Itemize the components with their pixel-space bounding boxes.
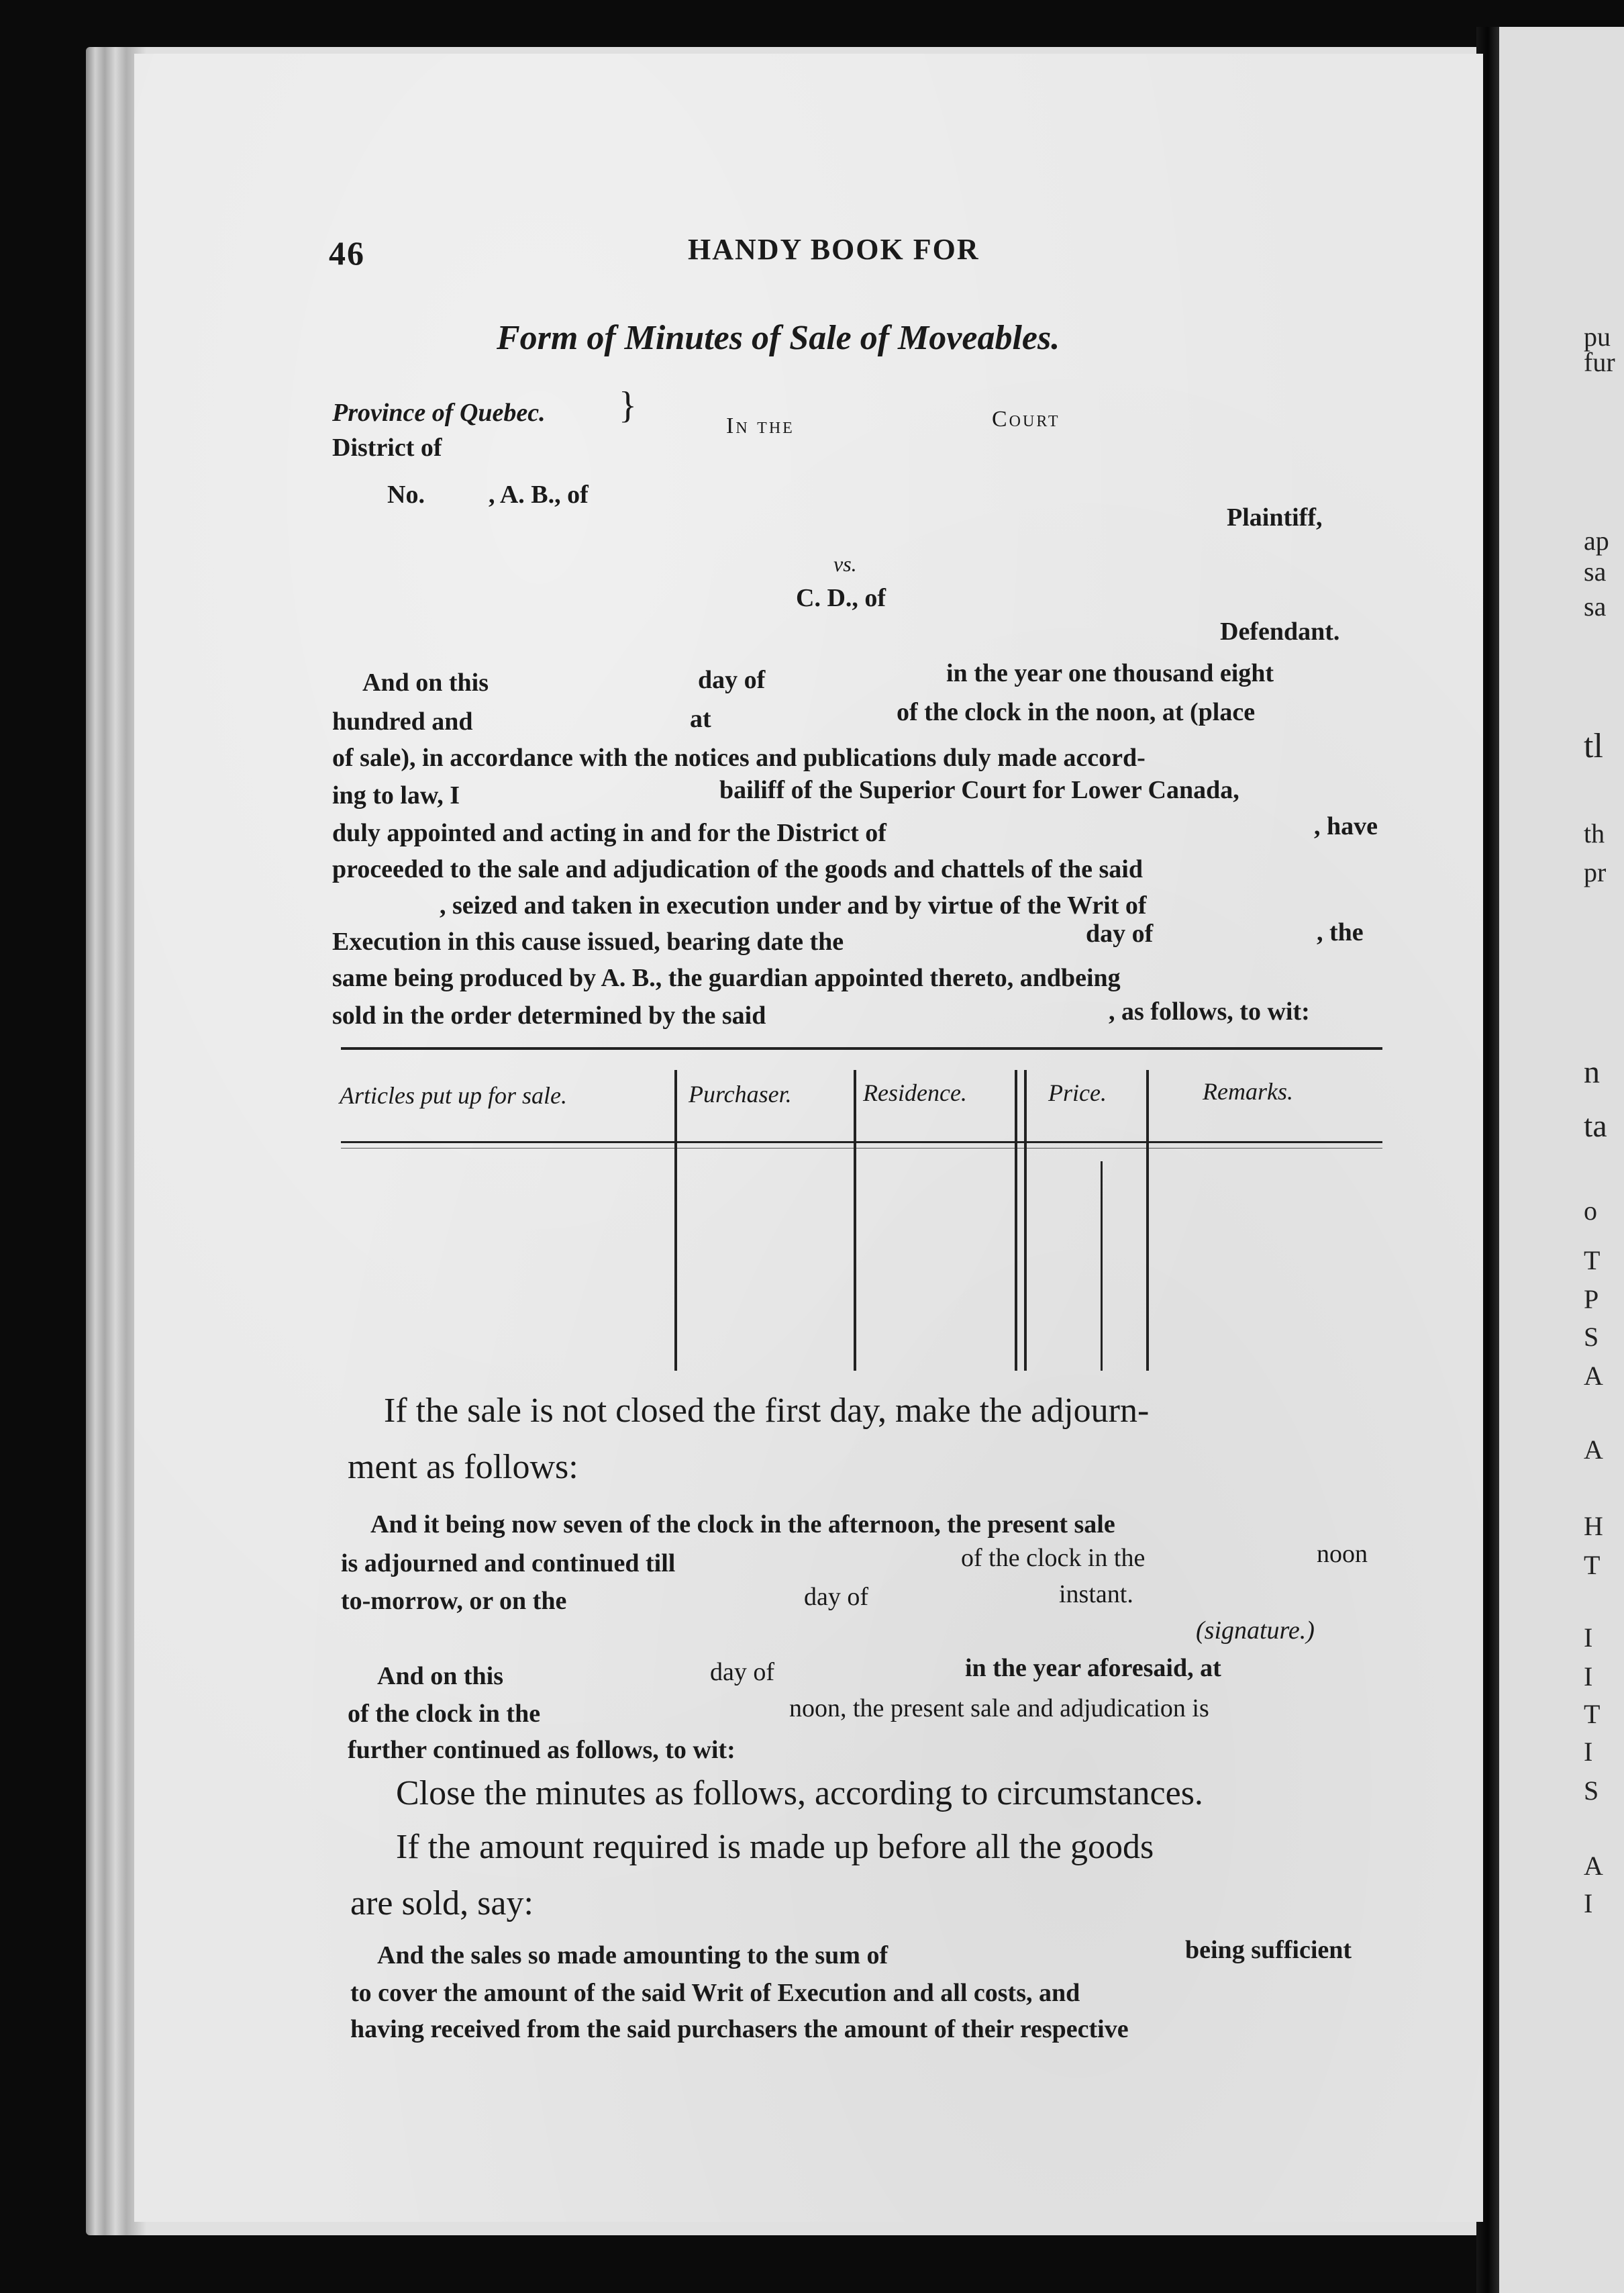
amount-heading-1: If the amount required is made up before all the goods [396,1828,1154,1866]
final-line-2: to cover the amount of the said Writ of Execution and all costs, and [350,1979,1080,2007]
body-line-7: , seized and taken in execution under and by virtue of the Writ of [440,891,1147,920]
page [134,54,1483,2222]
table-header-rule-2 [341,1148,1382,1149]
continuation-line-2b: noon, the present sale and adjudication is [789,1694,1209,1722]
col-divider-3a [1015,1070,1017,1371]
province-label: Province of Quebec. [332,399,546,427]
final-line-1b: being sufficient [1185,1936,1352,1964]
facing-frag: th [1584,818,1605,848]
court-label: Court [992,407,1060,432]
continuation-line-1c: in the year aforesaid, at [965,1654,1221,1682]
facing-frag: fur [1584,347,1615,377]
body-line-9: same being produced by A. B., the guardian appointed thereto, andbeing [332,964,1121,992]
adjournment-line-2a: is adjourned and continued till [341,1549,676,1577]
continuation-line-3: further continued as follows, to wit: [348,1736,735,1764]
price-cents-divider [1101,1161,1103,1371]
defendant-of-line: C. D., of [796,584,886,612]
facing-frag: sa [1584,556,1607,587]
body-line-10b: , as follows, to wit: [1109,997,1310,1026]
plaintiff-label: Plaintiff, [1227,503,1323,532]
adjournment-line-3b: day of [804,1583,869,1611]
facing-frag: I [1584,1737,1593,1767]
facing-frag: A [1584,1434,1603,1465]
body-line-2a: hundred and [332,708,473,736]
facing-frag: ta [1584,1108,1607,1144]
case-number-line: No. , A. B., of [387,481,589,509]
body-line-4b: bailiff of the Superior Court for Lower Canada, [719,776,1239,804]
facing-frag: ap [1584,526,1609,556]
defendant-label: Defendant. [1220,618,1340,646]
table-top-rule [341,1047,1382,1050]
continuation-line-1a: And on this [377,1662,503,1690]
facing-frag: S [1584,1322,1599,1352]
col-header-price: Price. [1048,1079,1107,1106]
col-divider-4 [1146,1070,1149,1371]
in-the-label: In the [726,413,795,438]
amount-heading-2: are sold, say: [350,1884,534,1922]
adjournment-heading-1: If the sale is not closed the first day, make the adjourn- [384,1392,1150,1430]
facing-frag: T [1584,1550,1601,1580]
page-number: 46 [329,234,365,272]
facing-frag: P [1584,1284,1599,1314]
facing-frag: tl [1584,727,1603,765]
body-line-8a: Execution in this cause issued, bearing date the [332,928,844,956]
body-line-2c: of the clock in the noon, at (place [897,698,1256,726]
adjournment-heading-2: ment as follows: [348,1448,578,1486]
col-divider-2 [854,1070,856,1371]
facing-frag: pu [1584,322,1611,352]
facing-frag: o [1584,1196,1597,1226]
facing-frag: T [1584,1699,1601,1729]
adjournment-line-1: And it being now seven of the clock in the afternoon, the present sale [370,1510,1115,1539]
final-line-3: having received from the said purchasers the amount of their respective [350,2015,1129,2043]
body-line-1a: And on this [362,669,489,697]
facing-frag: A [1584,1851,1603,1881]
form-title: Form of Minutes of Sale of Moveables. [497,319,1060,357]
col-divider-3b [1024,1070,1027,1371]
adjournment-line-3a: to-morrow, or on the [341,1587,567,1615]
col-header-articles: Articles put up for sale. [340,1082,567,1109]
continuation-line-1b: day of [710,1658,775,1686]
col-header-residence: Residence. [863,1079,967,1106]
col-header-remarks: Remarks. [1203,1078,1293,1105]
adjournment-line-3c: instant. [1059,1580,1133,1608]
adjournment-line-2b: of the clock in the [961,1544,1146,1572]
caption-brace: } [619,385,637,426]
col-header-purchaser: Purchaser. [689,1081,792,1108]
adjournment-line-2c: noon [1317,1540,1368,1568]
body-line-5a: duly appointed and acting in and for the District of [332,819,886,847]
facing-frag: sa [1584,591,1607,622]
facing-frag: H [1584,1511,1603,1541]
facing-frag: S [1584,1775,1599,1806]
body-line-10a: sold in the order determined by the said [332,1002,766,1030]
body-line-2b: at [690,705,711,733]
facing-frag: n [1584,1055,1600,1090]
facing-frag: A [1584,1361,1603,1391]
facing-frag: I [1584,1888,1593,1918]
facing-frag: I [1584,1622,1593,1653]
facing-frag: pr [1584,857,1607,887]
district-label: District of [332,434,442,462]
body-line-4a: ing to law, I [332,781,460,810]
signature-label: (signature.) [1196,1616,1315,1645]
close-heading: Close the minutes as follows, according to circumstances. [396,1774,1203,1812]
body-line-5b: , have [1314,812,1378,840]
facing-frag: T [1584,1245,1601,1275]
continuation-line-2a: of the clock in the [348,1700,541,1728]
final-line-1a: And the sales so made amounting to the sum of [377,1941,889,1969]
col-divider-1 [674,1070,677,1371]
body-line-1b: day of [698,666,766,694]
facing-frag: I [1584,1661,1593,1692]
versus-label: vs. [833,552,857,576]
running-title: HANDY BOOK FOR [688,233,980,266]
body-line-1c: in the year one thousand eight [946,659,1274,687]
body-line-6: proceeded to the sale and adjudication of the goods and chattels of the said [332,855,1143,883]
table-header-rule [341,1141,1382,1143]
body-line-8b: day of [1086,920,1154,948]
body-line-8c: , the [1317,918,1364,946]
body-line-3: of sale), in accordance with the notices and publications duly made accord- [332,744,1146,772]
